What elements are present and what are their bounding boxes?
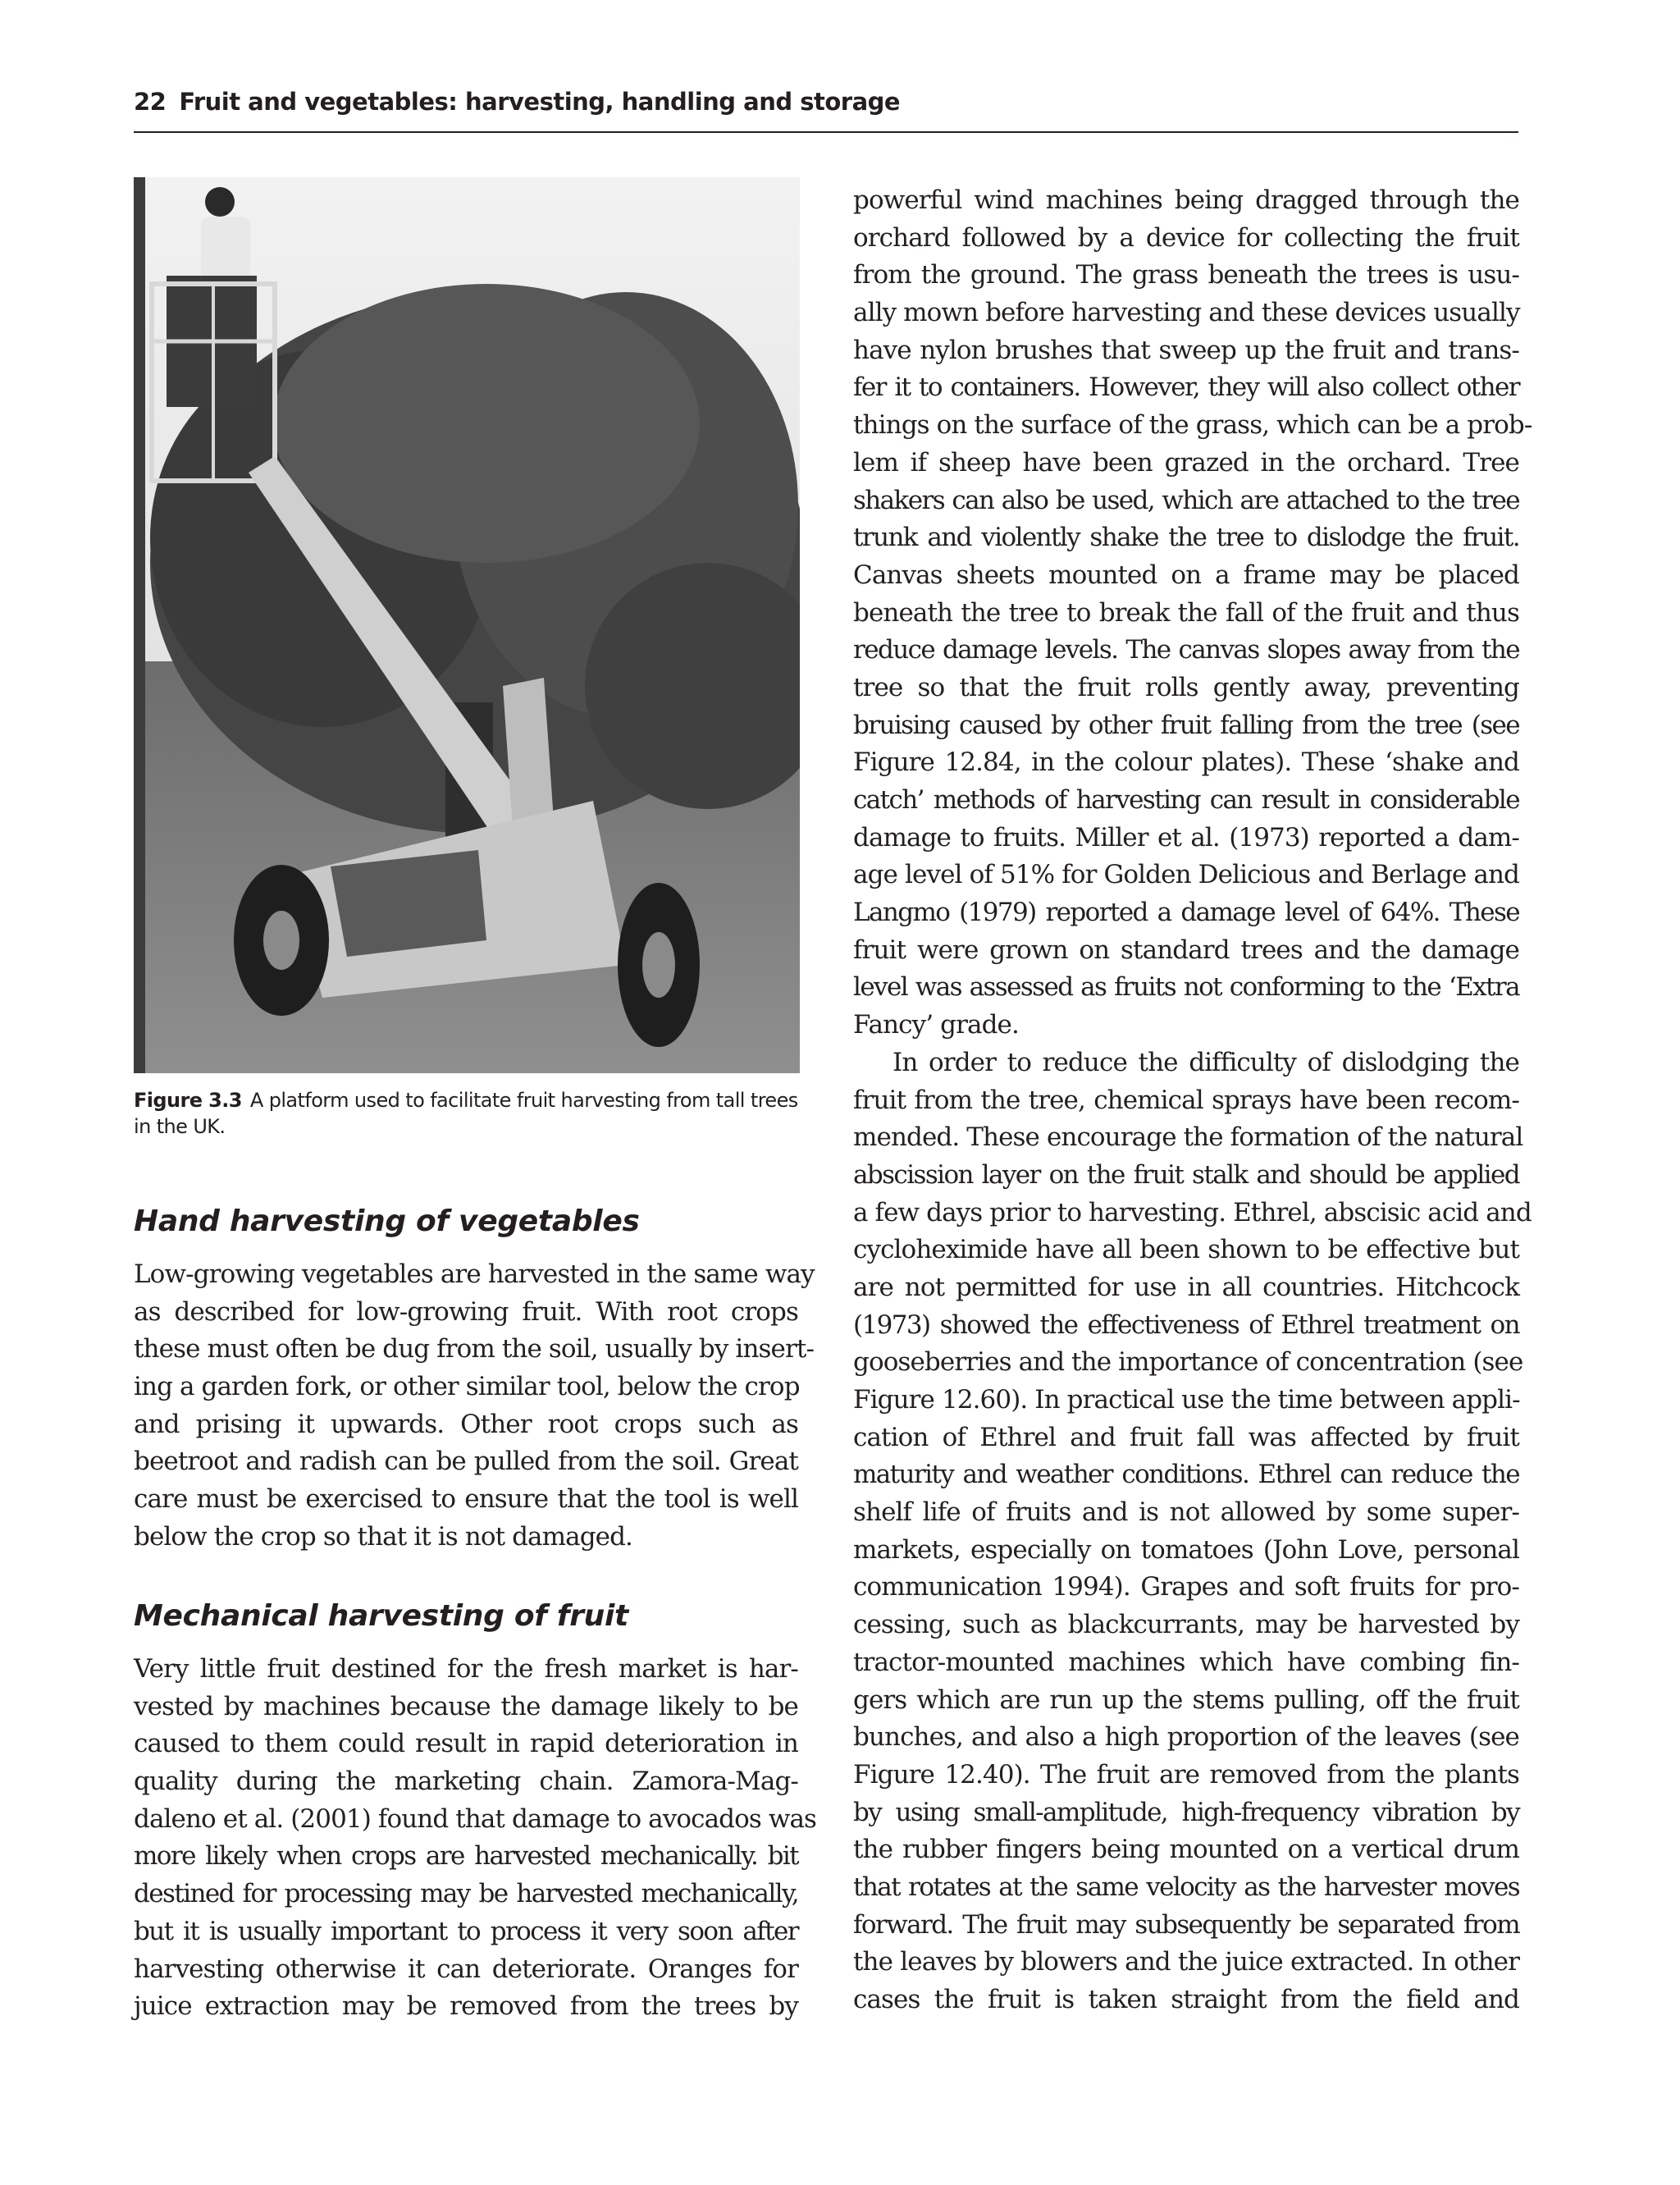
text-line: by using small-amplitude, high-frequency vibration by xyxy=(853,1797,1519,1827)
text-line: beneath the tree to break the fall of the fruit and thus xyxy=(853,597,1519,628)
text-line: Figure 12.60). In practical use the time between appli- xyxy=(853,1385,1520,1415)
text-line: juice extraction may be removed from the trees by xyxy=(134,1991,798,2022)
text-line: have nylon brushes that sweep up the fruit and trans- xyxy=(853,335,1519,365)
figure-photo xyxy=(134,177,800,1073)
text-line: that rotates at the same velocity as the harvester moves xyxy=(853,1872,1519,1902)
text-line: orchard followed by a device for collecting the fruit xyxy=(853,222,1519,253)
text-line: care must be exercised to ensure that the tool is well xyxy=(134,1484,798,1515)
text-line: are not permitted for use in all countries. Hitchcock xyxy=(853,1272,1519,1302)
text-line: cycloheximide have all been shown to be effective but xyxy=(853,1235,1519,1265)
text-line: destined for processing may be harvested mechanically, xyxy=(134,1879,798,1909)
text-line: cases the fruit is taken straight from the field and xyxy=(853,1985,1519,2014)
text-line: cessing, such as blackcurrants, may be harvested by xyxy=(853,1610,1519,1640)
harvest-platform-illustration xyxy=(134,177,800,1073)
text-line: the rubber fingers being mounted on a vertical drum xyxy=(853,1835,1519,1865)
page-number: 22 xyxy=(134,88,167,116)
text-line: more likely when crops are harvested mechanically. bit xyxy=(134,1841,798,1872)
text-line: below the crop so that it is not damaged. xyxy=(134,1521,633,1552)
text-line: Canvas sheets mounted on a frame may be placed xyxy=(853,560,1519,590)
text-line: age level of 51% for Golden Delicious and Berlage and xyxy=(853,860,1519,890)
text-line: shelf life of fruits and is not allowed by some super- xyxy=(853,1497,1519,1528)
text-line: tree so that the fruit rolls gently away, preventing xyxy=(853,672,1519,702)
text-line: Very little fruit destined for the fresh market is har- xyxy=(134,1654,798,1684)
text-line: forward. The fruit may subsequently be separated from xyxy=(853,1909,1519,1940)
text-line: lem if sheep have been grazed in the orchard. Tree xyxy=(853,447,1519,478)
running-title: Fruit and vegetables: harvesting, handling and storage xyxy=(179,88,901,116)
text-line: level was assessed as fruits not conforming to the ‘Extra xyxy=(853,972,1519,1003)
text-line: powerful wind machines being dragged through the xyxy=(853,185,1519,215)
text-line: trunk and violently shake the tree to dislodge the fruit. xyxy=(853,523,1519,553)
text-line: (1973) showed the effectiveness of Ethrel treatment on xyxy=(853,1310,1519,1340)
text-line: shakers can also be used, which are attached to the tree xyxy=(853,485,1519,515)
text-line: and prising it upwards. Other root crops such as xyxy=(134,1409,798,1439)
text-line: tractor-mounted machines which have combing fin- xyxy=(853,1647,1519,1677)
paragraph-mechanical-harvesting xyxy=(134,1651,817,2026)
text-line: the leaves by blowers and the juice extracted. In other xyxy=(853,1947,1519,1977)
text-line: daleno et al. (2001) found that damage to avocados was xyxy=(134,1803,817,1834)
text-line: cation of Ethrel and fruit fall was affected by fruit xyxy=(853,1422,1519,1452)
text-line: these must often be dug from the soil, usually by insert- xyxy=(134,1334,815,1364)
text-line: Figure 12.40). The fruit are removed from the plants xyxy=(853,1759,1519,1790)
text-line: abscission layer on the fruit stalk and should be applied xyxy=(853,1159,1519,1190)
text-line: damage to fruits. Miller et al. (1973) reported a dam- xyxy=(853,822,1519,853)
text-line: as described for low-growing fruit. With root crops xyxy=(134,1296,798,1327)
text-line: harvesting otherwise it can deteriorate. Oranges for xyxy=(134,1954,798,1984)
text-line: bruising caused by other fruit falling from the tree (see xyxy=(853,710,1519,740)
text-line: caused to them could result in rapid deterioration in xyxy=(134,1729,798,1759)
text-line: vested by machines because the damage likely to be xyxy=(134,1691,798,1721)
text-line: ally mown before harvesting and these devices usually xyxy=(853,298,1520,328)
section-heading-hand-harvesting: Hand harvesting of vegetables xyxy=(134,1204,640,1238)
text-line: Figure 12.84, in the colour plates). These ‘shake and xyxy=(853,747,1519,778)
text-line: gooseberries and the importance of concentration (see xyxy=(853,1347,1523,1378)
figure-caption-text: A platform used to facilitate fruit harvesting from tall trees in the UK. xyxy=(134,1089,798,1138)
figure-caption xyxy=(134,1087,806,1140)
text-line: a few days prior to harvesting. Ethrel, abscisic acid and xyxy=(853,1197,1532,1227)
text-line: quality during the marketing chain. Zamora-Mag- xyxy=(134,1767,798,1797)
text-line: markets, especially on tomatoes (John Love, personal xyxy=(853,1534,1519,1565)
text-line: catch’ methods of harvesting can result in considerable xyxy=(853,785,1519,815)
text-line: Langmo (1979) reported a damage level of 64%. These xyxy=(853,898,1519,928)
text-line: bunches, and also a high proportion of the leaves (see xyxy=(853,1722,1519,1753)
text-line: but it is usually important to process it very soon after xyxy=(134,1916,798,1946)
text-line: fruit from the tree, chemical sprays have been recom- xyxy=(853,1085,1519,1115)
text-line: things on the surface of the grass, which can be a prob- xyxy=(853,410,1532,441)
text-line: reduce damage levels. The canvas slopes away from the xyxy=(853,635,1519,665)
text-line: gers which are run up the stems pulling, off the fruit xyxy=(853,1684,1519,1715)
text-line: fer it to containers. However, they will also collect other xyxy=(853,373,1519,403)
text-line: from the ground. The grass beneath the trees is usu- xyxy=(853,260,1519,290)
text-line: ing a garden fork, or other similar tool, below the crop xyxy=(134,1372,800,1402)
text-line: communication 1994). Grapes and soft fruits for pro- xyxy=(853,1572,1519,1602)
running-head xyxy=(134,84,1518,133)
text-line: In order to reduce the difficulty of dislodging the xyxy=(892,1047,1519,1077)
section-heading-mechanical-harvesting: Mechanical harvesting of fruit xyxy=(134,1599,628,1633)
text-line: Fancy’ grade. xyxy=(853,1010,1019,1040)
text-line: Low-growing vegetables are harvested in the same way xyxy=(134,1259,815,1289)
text-line: mended. These encourage the formation of the natural xyxy=(853,1122,1523,1153)
text-line: fruit were grown on standard trees and the damage xyxy=(853,935,1519,965)
figure-label: Figure 3.3 xyxy=(134,1089,242,1112)
right-column-text xyxy=(853,182,1532,2019)
text-line: beetroot and radish can be pulled from the soil. Great xyxy=(134,1447,798,1477)
paragraph-hand-harvesting xyxy=(134,1256,815,1556)
text-line: maturity and weather conditions. Ethrel can reduce the xyxy=(853,1460,1519,1490)
